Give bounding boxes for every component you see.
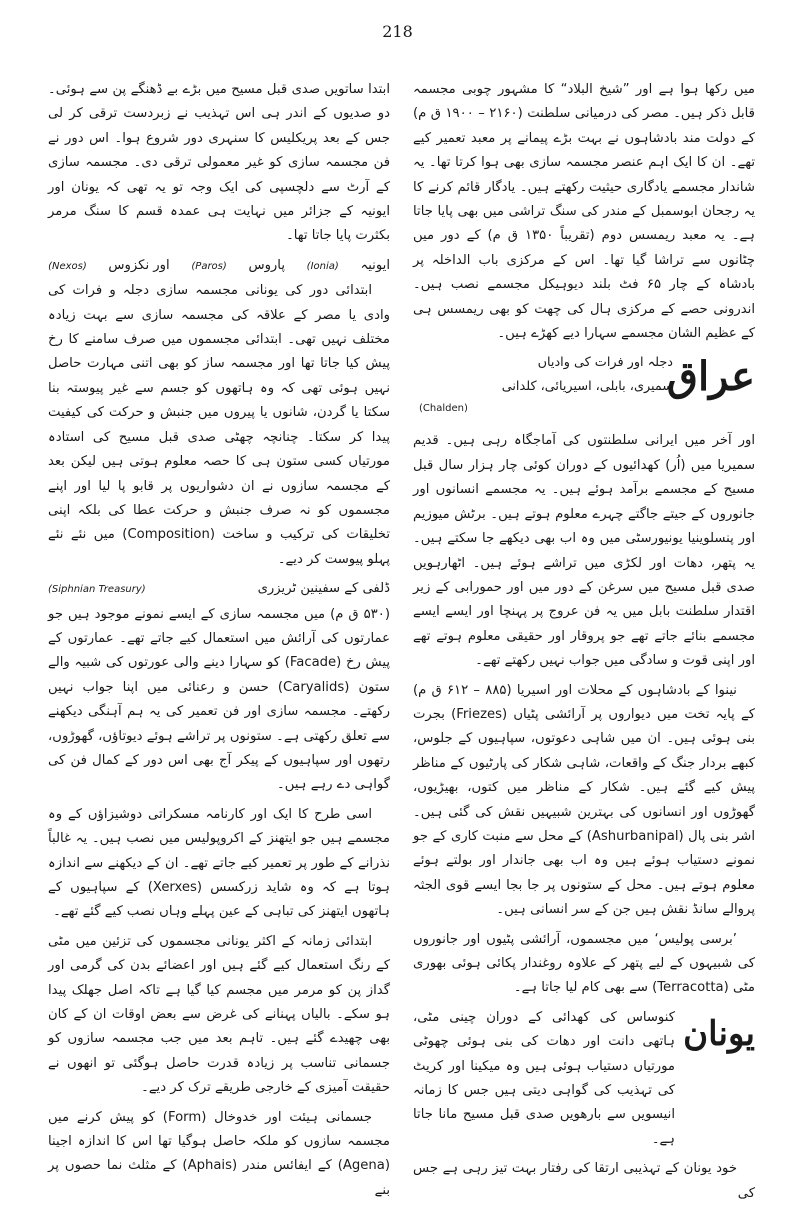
- right-column: [413, 78, 755, 1211]
- heading-iraq-subtitle-peoples: سمیری، بابلی، اسیریائی، کلدانی: [501, 379, 673, 395]
- section-heading-iraq: [413, 351, 755, 425]
- left-column: [48, 78, 390, 1208]
- heading-iraq-title: عراق: [666, 353, 755, 401]
- term-siphnian-urdu: ڈلفی کے سفینین ٹریزری: [257, 581, 390, 597]
- paragraph-nineveh: نینوا کے بادشاہوں کے محلات اور اسیریا (۸۸۵ – ۶۱۲ ق م) کے پایہ تخت میں دیواروں پر آرائشی پٹیاں (Friezes) بجرت بنی ہوئی ہیں۔ ان میں شاہی دعوتوں، سپاہیوں کے جلوس، کبھے بردار جنگ کے واقعات، شاہی شکار کی پارٹیوں کے مناظر پیش کیے گئے ہیں۔ شکار کے مناظر میں کتوں، بھیڑیوں، گھوڑوں اور انسانوں کی بہترین شبیہیں نقش کی گئی ہیں۔ اشر بنی پال (Ashurbanipal) کے محل سے منبت کاری کے جو نمونے دستیاب ہوئے ہیں وہ اب بھی جاندار اور بولتے ہوئے معلوم ہوتے ہیں۔ محل کے ستونوں پر جا بجا ایسے قوی الجثہ پروالے سانڈ نقش ہیں جن کے سر انسانی ہیں۔: [413, 682, 756, 918]
- term-ionia: (Ionia): [306, 260, 339, 272]
- term-paros: (Paros): [191, 260, 227, 272]
- heading-yunan-title: یونان: [683, 1013, 755, 1054]
- paragraph-form: جسمانی ہیئت اور خدوخال (Form) کو پیش کرنے میں مجسمہ سازوں کو ملکہ حاصل ہوگیا تھا اس کا اندازہ اجینا (Agena) کے ایفائس مندر (Aphais) کے مثلث نما حصوں پر بنے: [48, 1109, 390, 1198]
- paragraph-greece-evolution: خود یونان کے تہذیبی ارتقا کی رفتار بہت تیز رہی ہے جس کی: [413, 1161, 755, 1201]
- paragraph-acropolis-maidens: اسی طرح کا ایک اور کارنامہ مسکراتی دوشیزاؤں کے وہ مجسمے ہیں جو ایتھنز کے اکروپولیس میں نصب ہیں۔ یہ غالباً نذرانے کے طور پر تعمیر کیے جاتے تھے۔ ان کے دیکھنے سے اندازہ ہوتا ہے کہ وہ شاید زرکسس (Xerxes) کے سپاہیوں کے ہاتھوں ایتھنز کی تباہی کے عین پہلے وہاں نصب کیے گئے تھے۔: [48, 806, 390, 920]
- term-row-islands: [48, 254, 390, 279]
- paragraph-sumeria: اور آخر میں ایرانی سلطنتوں کی آماجگاہ رہی ہیں۔ قدیم سمیریا میں (اُر) کھدائیوں کے دوران کوئی چار ہزار سال قبل مسیح کے مجسمے برآمد ہوئے ہیں۔ یہ مجسمے انسانوں اور جانوروں کے جیتے جاگتے چہرے معلوم ہوتے ہیں۔ برٹش میوزیم اور پنسلوینیا یونیورسٹی میں وہ اب بھی دیکھے جا سکتے ہیں۔ یہ پتھر، دھات اور لکڑی میں تراشے ہوئے ہیں۔ اٹھارہویں صدی قبل مسیح میں سرغن کے دور میں اور حمورابی کے زیر اقتدار سلطنت بابل میں یہ فن عروج پر پہنچا اور ایسے ایسے مجسمے بنائے جاتے تھے جو پروقار اور حقیقی معلوم ہوتے تھے اور اپنی قوت و سادگی میں جواب نہیں رکھتے تھے۔: [413, 433, 755, 669]
- paragraph-persepolis: ’برسی پولیس‘ میں مجسموں، آرائشی پٹیوں اور جانوروں کی شبیہوں کے لیے پتھر کے علاوہ روغندار پکائی ہوئی بھوری مٹی (Terracotta) سے بھی کام لیا جاتا ہے۔: [413, 931, 755, 996]
- section-heading-yunan: [413, 1006, 755, 1152]
- term-siphnian: (Siphnian Treasury): [48, 584, 146, 596]
- term-paros-urdu: پاروس: [248, 257, 285, 273]
- heading-iraq-subtitle-rivers: دجلہ اور فرات کی وادیاں: [537, 355, 673, 371]
- term-ionia-urdu: ایونیہ: [360, 257, 390, 273]
- paragraph-caryatids: (۵۳۰ ق م) میں مجسمہ سازی کے ایسے نمونے موجود ہیں جو عمارتوں کی آرائش میں استعمال کیے جاتے تھے۔ عمارتوں کے پیش رخ (Facade) کو سہارا دینے والی عورتوں کی شبیہ والے ستون (Caryalids) حسن و رعنائی میں اپنا جواب نہیں رکھتے۔ مجسمہ سازی اور فن تعمیر کی یہ ہم آہنگی دیکھنے سے تعلق رکھتی ہے۔ ستونوں پر تراشے ہوئے دیوتاؤں، گھوڑوں، رتھوں اور سپاہیوں کے پیکر آج بھی اس دور کے کمال فن کی گواہی دے رہے ہیں۔: [48, 606, 391, 793]
- paragraph-egypt-statues: میں رکھا ہوا ہے اور ”شیخ البلاد“ کا مشہور چوبی مجسمہ قابل ذکر ہیں۔ مصر کی درمیانی سلطنت (۲۱۶۰ – ۱۹۰۰ ق م) کے دولت مند بادشاہوں نے بہت بڑے پیمانے پر معبد تعمیر کیے تھے۔ ان کا ایک اہم عنصر مجسمہ سازی بھی ہوا کرتا تھا۔ یہ شاندار مجسمے یادگاری حیثیت رکھتے ہیں۔ یادگار قائم کرنے کا یہ رجحان ابوسمبل کے مندر کی سنگ تراشی میں بھی پایا جاتا ہے۔ یہ معبد ریمسس دوم (تقریباً ۱۳۵۰ ق م) کے دور میں چٹانوں سے تراشا گیا تھا۔ اس کے مرکزی باب الداخلہ پر بادشاہ کے چار ۶۵ فٹ بلند دیوہیکل مجسمے نصب ہیں۔ اندرونی حصے کے مرکزی ہال کی چھت کو بھی ریمسس ہی کے عظیم الشان مجسمے سہارا دیے کھڑے ہیں۔: [413, 82, 755, 342]
- paragraph-early-greek: ابتدائی دور کی یونانی مجسمہ سازی دجلہ و فرات کی وادی یا مصر کے علاقہ کی مجسمہ سازی سے بہت زیادہ مختلف نہیں تھی۔ ابتدائی مجسموں میں صرف سامنے کا رخ پیش کیا جاتا تھا اور مجسمہ ساز کو بھی اتنی مہارت حاصل نہیں ہوئی تھی کہ وہ ہاتھوں کو جسم سے غیر پیوستہ بنا سکتا یا گردن، شانوں یا پیروں میں جنبش و حرکت کی کیفیت پیدا کر سکتا۔ چنانچہ چھٹی صدی قبل مسیح کی استادہ مورتیاں کسی ستون ہی کا حصہ معلوم ہوتی ہیں لیکن بعد کے مجسمہ سازوں نے ان دشواریوں پر قابو پا لیا اور اپنے مجسموں کو نہ صرف جنبش و حرکت عطا کی بلکہ اپنی تخلیقات کی ترکیب و ساخت (Composition) میں نئے نئے پہلو پیوست کر دیے۔: [48, 283, 390, 567]
- term-row-siphnian: [48, 577, 390, 602]
- heading-iraq-gloss: (Chalden): [419, 403, 468, 415]
- paragraph-colours: ابتدائی زمانہ کے اکثر یونانی مجسموں کی تزئین میں مٹی کے رنگ استعمال کیے گئے ہیں اور اعضائے بدن کی گرمی اور گداز پن کو مرمر میں مجسم کیا گیا ہے تاکہ اصل جھلک پیدا ہو سکے۔ بالیاں پہنانے کی غرض سے بعض اوقات ان کے کان بھی چھیدے گئے ہیں۔ تاہم بعد میں جب مجسمہ سازوں کو جسمانی تناسب پر زیادہ قدرت حاصل ہوگئی تو انھوں نے حقیقت آمیزی کے خارجی طریقے ترک کر دیے۔: [48, 933, 390, 1096]
- page-number: 218: [382, 22, 413, 41]
- term-nexos-urdu: اور نکزوس: [108, 257, 170, 273]
- paragraph-greek-beginnings: ابتدا ساتویں صدی قبل مسیح میں بڑے بے ڈھنگے پن سے ہوئی۔ دو صدیوں کے اندر ہی اس تہذیب نے زبردست ترقی کر لی جس کے بعد پریکلیس کا سنہری دور شروع ہوا۔ اس دور نے فن مجسمہ سازی کو غیر معمولی ترقی دی۔ مجسمہ سازی کے آرٹ سے دلچسپی کی ایک وجہ تو یہ تھی کہ یونان اور ایونیہ کے جزائر میں نہایت ہی عمدہ قسم کا سنگ مرمر بکثرت پایا جاتا تھا۔: [48, 82, 390, 244]
- term-nexos: (Nexos): [48, 260, 87, 272]
- paragraph-knossos: کنوساس کی کھدائی کے دوران چینی مٹی، ہاتھی دانت اور دھات کی بنی ہوئی چھوٹی مورتیاں دستیاب ہوئی ہیں وہ میکینا اور کریٹ کی تہذیب کی گواہی دیتی ہیں جس کا زمانہ انیسویں سے بارھویں صدی قبل مسیح مانا جاتا ہے۔: [413, 1009, 675, 1147]
